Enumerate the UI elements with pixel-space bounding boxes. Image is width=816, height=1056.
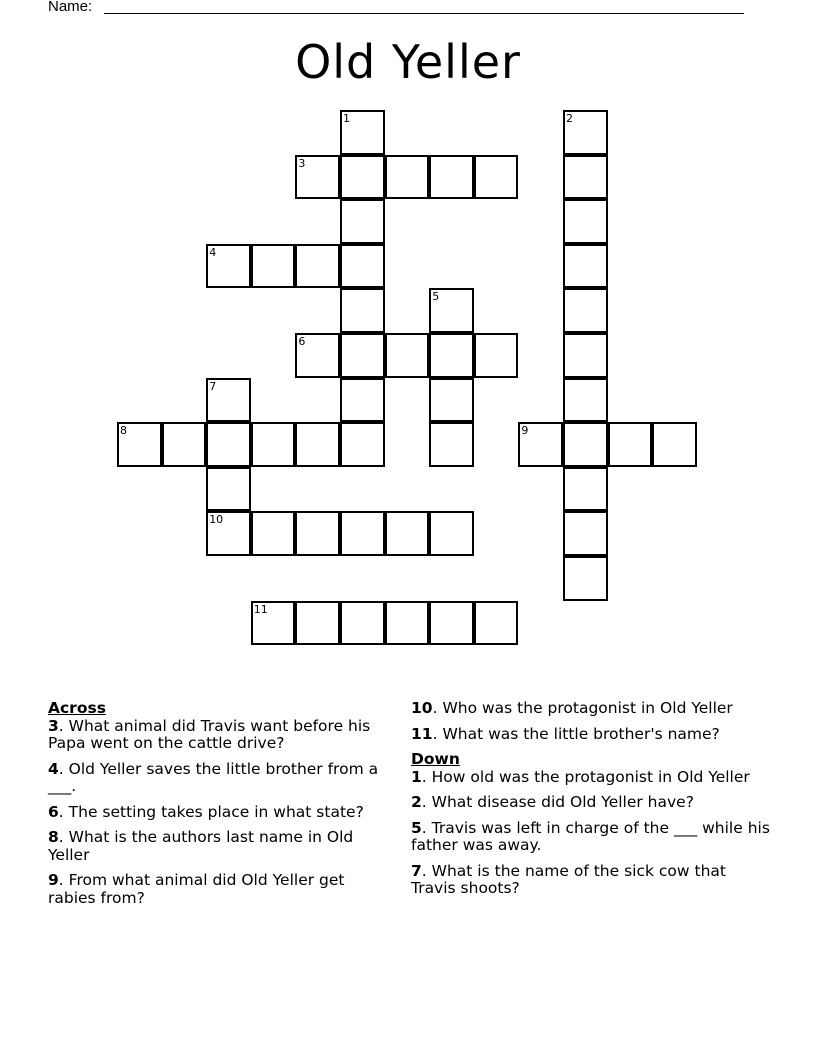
grid-cell[interactable] bbox=[385, 511, 430, 556]
clue-number-label: 10 bbox=[209, 513, 224, 527]
clue-text: The setting takes place in what state? bbox=[68, 802, 364, 821]
grid-cell[interactable] bbox=[563, 333, 608, 378]
grid-cell[interactable] bbox=[385, 601, 430, 646]
clue-number: 3 bbox=[48, 716, 59, 735]
grid-cell[interactable] bbox=[206, 467, 251, 512]
clue-text: How old was the protagonist in Old Yeller bbox=[431, 767, 750, 786]
clue-text: What is the name of the sick cow that Travis shoots? bbox=[411, 861, 726, 897]
clue-number-label: 9 bbox=[521, 424, 529, 438]
grid-cell[interactable] bbox=[385, 333, 430, 378]
grid-cell[interactable] bbox=[563, 422, 608, 467]
clue-number-label: 3 bbox=[298, 156, 306, 170]
grid-cell[interactable] bbox=[474, 333, 519, 378]
grid-cell[interactable] bbox=[563, 378, 608, 423]
clues-column-right bbox=[411, 700, 771, 906]
grid-cell[interactable] bbox=[340, 244, 385, 289]
grid-cell[interactable] bbox=[295, 333, 340, 378]
clue-text: From what animal did Old Yeller get rabies from? bbox=[48, 871, 345, 907]
grid-cell[interactable] bbox=[206, 511, 251, 556]
grid-cell[interactable] bbox=[251, 244, 296, 289]
grid-cell[interactable] bbox=[563, 467, 608, 512]
clue-across-8: 8. What is the authors last name in Old Yeller bbox=[48, 828, 354, 864]
clue-number-label: 4 bbox=[209, 245, 217, 259]
clue-number: 1 bbox=[411, 767, 422, 786]
clue-text: What is the authors last name in Old Yeller bbox=[48, 828, 354, 864]
clue-across-9: 9. From what animal did Old Yeller get rabies from? bbox=[48, 871, 345, 907]
grid-cell[interactable] bbox=[117, 422, 162, 467]
name-line[interactable] bbox=[104, 13, 744, 14]
clues-column-left bbox=[48, 700, 393, 915]
clue-down-7: 7. What is the name of the sick cow that Travis shoots? bbox=[411, 861, 726, 897]
clue-down-1: 1. How old was the protagonist in Old Yeller bbox=[411, 767, 750, 786]
grid-cell[interactable] bbox=[206, 244, 251, 289]
clue-number: 2 bbox=[411, 793, 422, 811]
clue-text: What animal did Travis want before his Papa went on the cattle drive? bbox=[48, 716, 371, 752]
clue-text: What was the little brother's name? bbox=[442, 724, 720, 743]
grid-cell[interactable] bbox=[251, 422, 296, 467]
clue-text: Who was the protagonist in Old Yeller bbox=[442, 699, 733, 717]
grid-cell[interactable] bbox=[429, 422, 474, 467]
grid-cell[interactable] bbox=[206, 378, 251, 423]
grid-cell[interactable] bbox=[563, 556, 608, 601]
clue-number: 6 bbox=[48, 802, 59, 821]
clue-across-10: 10. Who was the protagonist in Old Yeller bbox=[411, 699, 733, 717]
grid-cell[interactable] bbox=[340, 199, 385, 244]
grid-cell[interactable] bbox=[340, 422, 385, 467]
grid-cell[interactable] bbox=[295, 155, 340, 200]
clue-across-3: 3. What animal did Travis want before his Papa went on the cattle drive? bbox=[48, 716, 371, 752]
grid-cell[interactable] bbox=[162, 422, 207, 467]
grid-cell[interactable] bbox=[295, 601, 340, 646]
grid-cell[interactable] bbox=[563, 244, 608, 289]
grid-cell[interactable] bbox=[295, 511, 340, 556]
grid-cell[interactable] bbox=[429, 511, 474, 556]
clue-number-label: 6 bbox=[298, 335, 306, 348]
grid-cell[interactable] bbox=[474, 601, 519, 646]
grid-cell[interactable] bbox=[652, 422, 697, 467]
clue-number: 7 bbox=[411, 861, 422, 880]
name-field[interactable] bbox=[48, 0, 748, 17]
grid-cell[interactable] bbox=[295, 244, 340, 289]
grid-cell[interactable] bbox=[295, 422, 340, 467]
grid-cell[interactable] bbox=[206, 422, 251, 467]
grid-cell[interactable] bbox=[340, 511, 385, 556]
grid-cell[interactable] bbox=[563, 288, 608, 333]
grid-cell[interactable] bbox=[429, 288, 474, 333]
clue-across-11: 11. What was the little brother's name? bbox=[411, 724, 720, 743]
grid-cell[interactable] bbox=[563, 155, 608, 200]
grid-cell[interactable] bbox=[340, 288, 385, 333]
clue-down-2: 2. What disease did Old Yeller have? bbox=[411, 793, 694, 811]
grid-cell[interactable] bbox=[563, 199, 608, 244]
name-label: Name: bbox=[48, 0, 93, 15]
clue-text: Old Yeller saves the little brother from a ___. bbox=[48, 759, 379, 795]
grid-cell[interactable] bbox=[385, 155, 430, 200]
clue-number-label: 7 bbox=[209, 379, 217, 393]
clue-down-5: 5. Travis was left in charge of the ___ while his father was away. bbox=[411, 818, 770, 854]
clue-text: Travis was left in charge of the ___ while his father was away. bbox=[411, 818, 770, 854]
grid-cell[interactable] bbox=[251, 601, 296, 646]
page-title: Old Yeller bbox=[295, 35, 521, 89]
clue-number: 5 bbox=[411, 818, 422, 837]
clue-text: What disease did Old Yeller have? bbox=[431, 793, 694, 811]
clue-number: 8 bbox=[48, 828, 59, 846]
clue-number-label: 2 bbox=[566, 112, 573, 125]
grid-cell[interactable] bbox=[340, 110, 385, 155]
clue-number: 10 bbox=[411, 699, 433, 717]
clue-number-label: 5 bbox=[432, 290, 440, 304]
clue-number: 9 bbox=[48, 871, 59, 889]
clue-number-label: 11 bbox=[253, 602, 268, 616]
grid-cell[interactable] bbox=[429, 333, 474, 378]
across-heading: Across bbox=[48, 699, 106, 717]
grid-cell[interactable] bbox=[340, 601, 385, 646]
grid-cell[interactable] bbox=[563, 511, 608, 556]
grid-cell[interactable] bbox=[340, 155, 385, 200]
clue-across-6: 6. The setting takes place in what state? bbox=[48, 802, 364, 821]
clue-number-label: 8 bbox=[120, 424, 127, 438]
grid-cell[interactable] bbox=[429, 378, 474, 423]
grid-cell[interactable] bbox=[251, 511, 296, 556]
clue-number: 4 bbox=[48, 759, 59, 778]
grid-cell[interactable] bbox=[340, 378, 385, 423]
grid-cell[interactable] bbox=[429, 601, 474, 646]
grid-cell[interactable] bbox=[608, 422, 653, 467]
clue-number: 11 bbox=[411, 724, 433, 743]
grid-cell[interactable] bbox=[340, 333, 385, 378]
clue-across-4: 4. Old Yeller saves the little brother from a ___. bbox=[48, 759, 379, 795]
grid-cell[interactable] bbox=[474, 155, 519, 200]
grid-cell[interactable] bbox=[429, 155, 474, 200]
grid-cell[interactable] bbox=[518, 422, 563, 467]
grid-cell[interactable] bbox=[563, 110, 608, 155]
clue-number-label: 1 bbox=[343, 112, 350, 125]
down-heading: Down bbox=[411, 750, 460, 768]
